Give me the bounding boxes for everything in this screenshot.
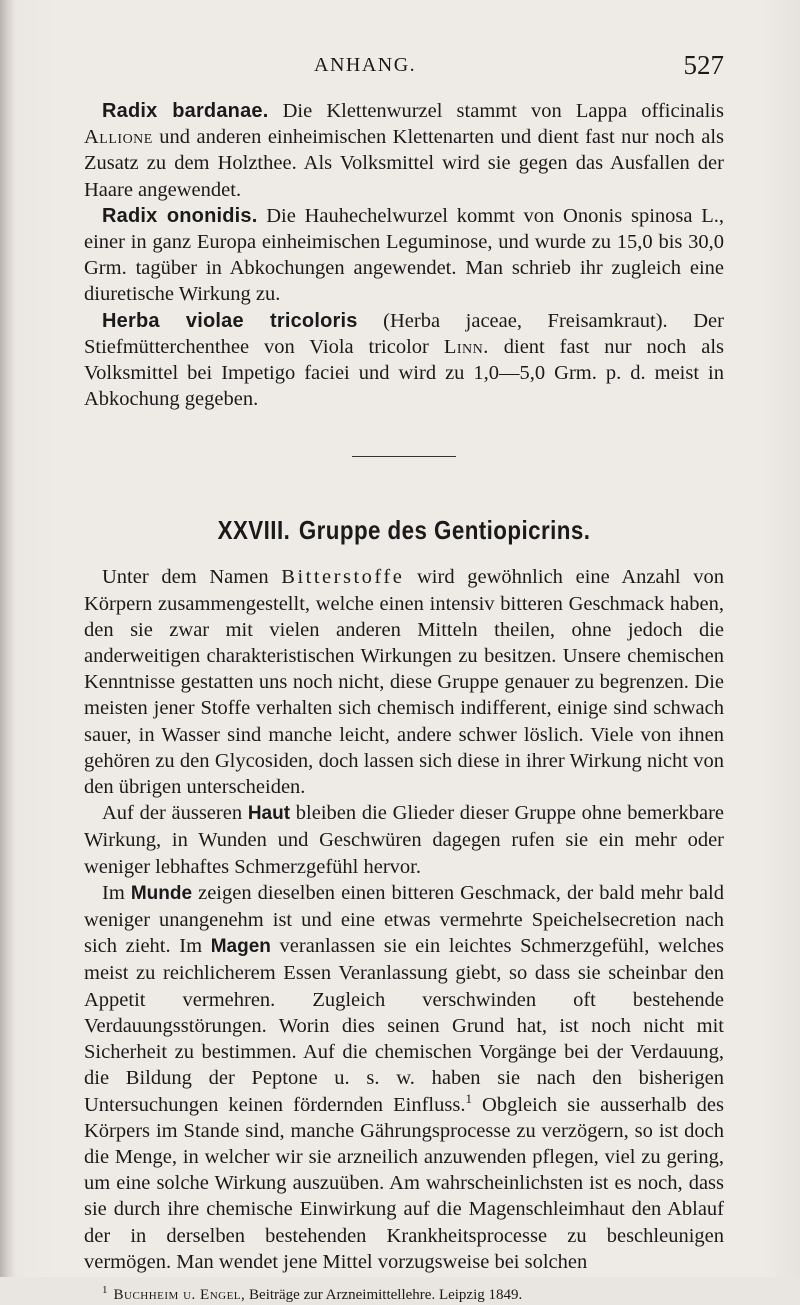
footnote-mark: 1 <box>102 1283 108 1296</box>
page-spine-shadow <box>0 0 14 1277</box>
keyword-munde: Munde <box>130 882 193 904</box>
page-body <box>84 98 724 1305</box>
section-divider <box>352 456 456 457</box>
entry-text: (Herba jaceae, Freisamkraut). Der Stiefmütterchenthee von Viola tricolor <box>84 309 724 358</box>
footnote-authors: Buchheim u. Engel, <box>113 1286 246 1303</box>
paragraph-text: zeigen dieselben einen bitteren Geschmack, der bald mehr bald weniger unangenehm ist und eine etwas vermehrte Speichelsecretion nach sich zieht. Im <box>84 881 725 958</box>
footnote-text: Beiträge zur Arzneimittellehre. Leipzig 1849. <box>245 1286 523 1303</box>
entry-radix-bardanae <box>84 98 724 203</box>
author-name: Linn. <box>443 335 489 358</box>
footnote-reference: 1 <box>465 1090 472 1106</box>
section-number: XXVIII. <box>217 515 291 546</box>
section-heading: Gruppe des Gentiopicrins. <box>298 515 591 546</box>
paragraph-text: Obgleich sie ausserhalb des Körpers im Stande sind, manche Gährungsprocesse zu verzögern, so ist doch die Menge, in welcher wir sie arzneilich anzuwenden pflegen, viel zu gering, um eine solche Wirkung auszuüben. Am wahrscheinlichsten ist es noch, dass sie durch ihre chemische Einwirkung auf die Magenschleimhaut den Ablauf der in derselben bestehenden Krankheitsprocesse zu beschleunigen vermögen. Man wendet jene Mittel vorzugsweise bei solchen <box>84 1093 724 1273</box>
paragraph-bitterstoffe <box>84 564 724 800</box>
entry-text: Die Klettenwurzel stammt von Lappa officinalis <box>268 100 724 122</box>
page-number: 527 <box>683 50 724 80</box>
entry-heading: Herba violae tricoloris <box>102 309 358 332</box>
paragraph-text: wird gewöhnlich eine Anzahl von Körpern zusammengestellt, welche einen intensiv bitteren Geschmack haben, den sie zwar mit vielen anderen Mitteln theilen, ohne jedoch die anderweitigen charakteristischen Wirkungen zu besitzen. Unsere chemischen Kenntnisse gestatten uns noch nicht, diese Gruppe genauer zu begrenzen. Die meisten jener Stoffe verhalten sich chemisch indifferent, einige sind schwach sauer, in Wasser sind manche leicht, andere schwer löslich. Viele von ihnen gehören zu den Glycosiden, doch lassen sich diese in ihrer Wirkung nicht von den übrigen unterscheiden. <box>84 566 725 799</box>
paragraph-munde-magen <box>84 880 724 1275</box>
page-header <box>84 50 724 88</box>
keyword-magen: Magen <box>210 936 271 958</box>
paragraph-text: veranlassen sie ein leichtes Schmerzgefühl, welches meist zu reichlicherem Essen Veranlassung giebt, so dass sie scheinbar den Appetit vermehren. Zugleich verschwinden oft bestehende Verdauungsstörungen. Worin dies seinen Grund hat, ist noch nicht mit Sicherheit zu bestimmen. Auf die chemischen Vorgänge bei der Verdauung, die Bildung der Peptone u. s. w. haben sie nach den bisherigen Untersuchungen keinen fördernden Einfluss. <box>84 935 724 1116</box>
entry-heading: Radix ononidis. <box>102 204 258 227</box>
spaced-term: Bitterstoffe <box>281 566 405 589</box>
entry-text: Die Hauhechelwurzel kommt von Ononis spinosa L., einer in ganz Europa einheimischen Leguminose, und wurde zu 15,0 bis 30,0 Grm. tagüber in Abkochungen angewendet. Man schrieb ihr zugleich eine diuretische Wirkung zu. <box>84 204 724 306</box>
paragraph-text: bleiben die Glieder dieser Gruppe ohne bemerkbare Wirkung, in Wunden und Geschwüren dagegen rufen sie ein mehr oder weniger lebhaftes Schmerzgefühl hervor. <box>84 802 724 878</box>
running-head: ANHANG. <box>314 54 417 76</box>
paragraph-text: Unter dem Namen <box>102 566 282 589</box>
entry-herba-violae <box>84 308 724 413</box>
entry-text: und anderen einheimischen Klettenarten und dient fast nur noch als Zusatz zu dem Holzthee. Als Volksmittel wird sie gegen das Ausfallen der Haare angewendet. <box>84 126 724 201</box>
footnote <box>84 1285 724 1305</box>
paragraph-text: Auf der äusseren <box>102 802 248 825</box>
author-name: Allione <box>84 126 153 149</box>
section-title <box>129 515 679 546</box>
entry-heading: Radix bardanae. <box>102 100 269 122</box>
keyword-haut: Haut <box>247 803 291 825</box>
entry-radix-ononidis <box>84 203 724 308</box>
paragraph-haut <box>84 800 724 880</box>
paragraph-text: Im <box>102 881 131 904</box>
entry-text: dient fast nur noch als Volksmittel bei Impetigo faciei und wird zu 1,0—5,0 Grm. p. d. meist in Abkochung gegeben. <box>84 335 724 411</box>
